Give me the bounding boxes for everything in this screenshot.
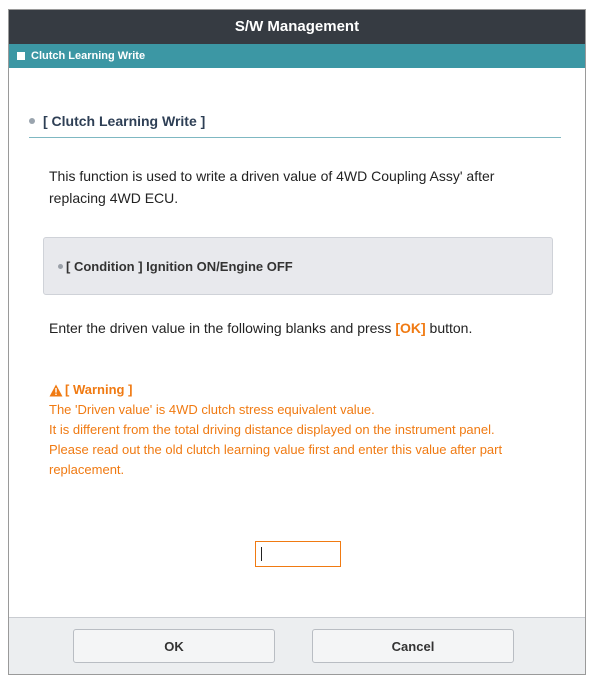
ok-button[interactable]: OK [73,629,275,663]
dialog-title: S/W Management [9,10,585,44]
instruction-text [49,320,472,336]
instruction-after: button. [425,320,473,336]
dialog-footer [9,617,585,674]
instruction-before: Enter the driven value in the following blanks and press [49,320,396,336]
section-heading-label: [ Clutch Learning Write ] [43,113,206,129]
subtitle-label: Clutch Learning Write [31,50,146,62]
warning-line: Please read out the old clutch learning value first and enter this value after part replacement. [49,442,503,477]
bullet-dot-icon [29,118,35,124]
condition-bullet-icon [58,264,63,269]
warning-heading-label: [ Warning ] [65,382,133,397]
section-divider [29,137,561,138]
sw-management-dialog [8,9,586,675]
driven-value-field[interactable] [255,541,341,567]
condition-box [43,237,553,295]
function-description: This function is used to write a driven value of 4WD Coupling Assy' after replacing 4WD ECU. [49,168,495,206]
warning-block [49,380,559,480]
warning-triangle-icon [49,384,63,397]
warning-line: The 'Driven value' is 4WD clutch stress equivalent value. [49,402,375,417]
condition-text: [ Condition ] Ignition ON/Engine OFF [66,258,293,274]
square-bullet-icon [17,52,25,60]
warning-line: It is different from the total driving distance displayed on the instrument panel. [49,422,495,437]
warning-heading [49,380,559,400]
driven-value-input[interactable] [256,542,340,566]
cancel-button[interactable]: Cancel [312,629,514,663]
section-heading [29,113,205,129]
instruction-ok-tag: [OK] [395,320,426,336]
subtitle-bar [9,44,585,68]
text-caret [261,547,262,561]
